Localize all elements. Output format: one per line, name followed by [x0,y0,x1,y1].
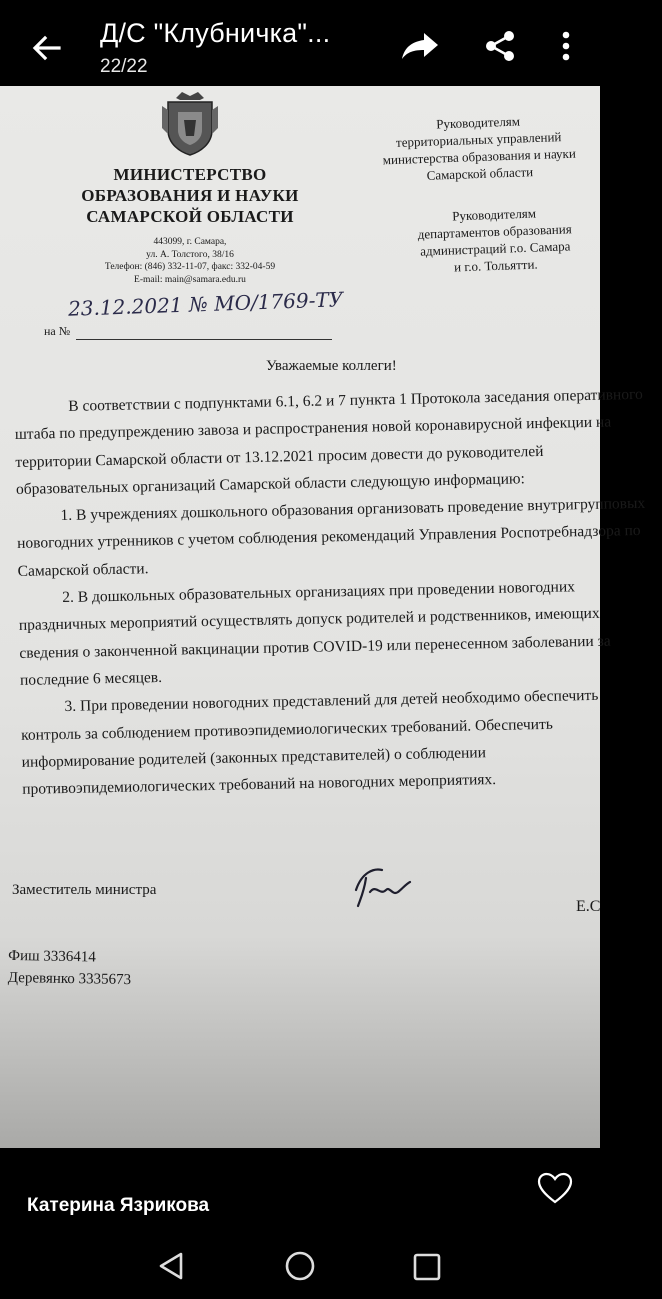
heart-outline-icon [537,1172,573,1204]
reference-label: на № [44,324,71,338]
paragraph-item-1: 1. В учреждениях дошкольного образования организовать проведение внутригрупповых новогодних утренников с учетом соблюдения рекомендаций Управления Роспотребнадзора по Самарской области. [16,494,646,580]
recipient-block-2: Руководителям департаментов образования администраций г.о. Самара и г.о. Тольятти. [417,205,572,275]
nav-recent-button[interactable] [412,1252,442,1282]
arrow-back-icon [31,34,61,62]
more-options-button[interactable] [548,24,584,68]
signer-initial: Е.С [576,898,601,915]
forward-button[interactable] [396,26,444,66]
paragraph-item-3: 3. При проведении новогодних представлений для детей необходимо обеспечить контроль за соблюдением противоэпидемиологических требований. Обеспечить информирование родителей (законных представителей) о соблюдении противоэпидемиологических требований на новогодних мероприятиях. [20,687,599,799]
nav-home-icon [284,1250,316,1282]
paragraph-intro: В соответствии с подпунктами 6.1, 6.2 и 7 пункта 1 Протокола заседания оперативного штаба по предупреждению завоза и распространения новой коронавирусной инфекции на территории Самарской области от 13.12.2021 просим довести до руководителей образовательных организаций Самарской области следующую информацию: [14,385,643,498]
recipient-block-1: Руководителям территориальных управлений министерства образования и науки Самарской области [382,113,577,183]
share-icon [484,30,516,62]
reference-line [76,339,332,340]
top-app-bar [0,0,600,86]
coat-of-arms-icon [158,90,222,156]
ministry-address: 443099, г. Самара, ул. А. Толстого, 38/16 Телефон: (846) 332-11-07, факс: 332-04-59 E-mail: main@samara.edu.ru [104,237,276,285]
nav-recent-icon [412,1252,442,1282]
nav-back-button[interactable] [156,1250,188,1282]
system-navigation-bar [0,1230,600,1299]
signature-icon [352,862,412,912]
album-title: Д/С "Клубничка"... [100,18,331,48]
nav-home-button[interactable] [284,1250,316,1282]
greeting: Уважаемые коллеги! [266,358,397,374]
forward-icon [400,31,440,61]
photo-counter: 22/22 [100,56,148,77]
author-name: Катерина Язрикова [27,1195,210,1216]
letter-body [14,381,662,804]
contacts: Фиш 3336414 Деревянко 3335673 [7,947,132,989]
back-button[interactable] [24,26,68,70]
paragraph-item-2: 2. В дошкольных образовательных организациях при проведении новогодних праздничных мероприятий осуществлять допуск родителей и родственников, имеющих сведения о законченной вакцинации против COVID-19 или перенесенном заболевании за последние 6 месяцев. [18,578,611,689]
nav-back-icon [156,1250,188,1282]
share-button[interactable] [478,24,522,68]
like-button[interactable] [536,1170,574,1206]
ministry-header: МИНИСТЕРСТВО ОБРАЗОВАНИЯ И НАУКИ САМАРСКОЙ ОБЛАСТИ [81,165,299,226]
document-photo [0,86,646,1148]
signer-title: Заместитель министра [12,882,157,898]
handwritten-reference: 23.12.2021 № МО/1769-ТУ [67,287,344,321]
more-vert-icon [561,31,571,61]
photo-viewer[interactable] [0,86,646,1216]
